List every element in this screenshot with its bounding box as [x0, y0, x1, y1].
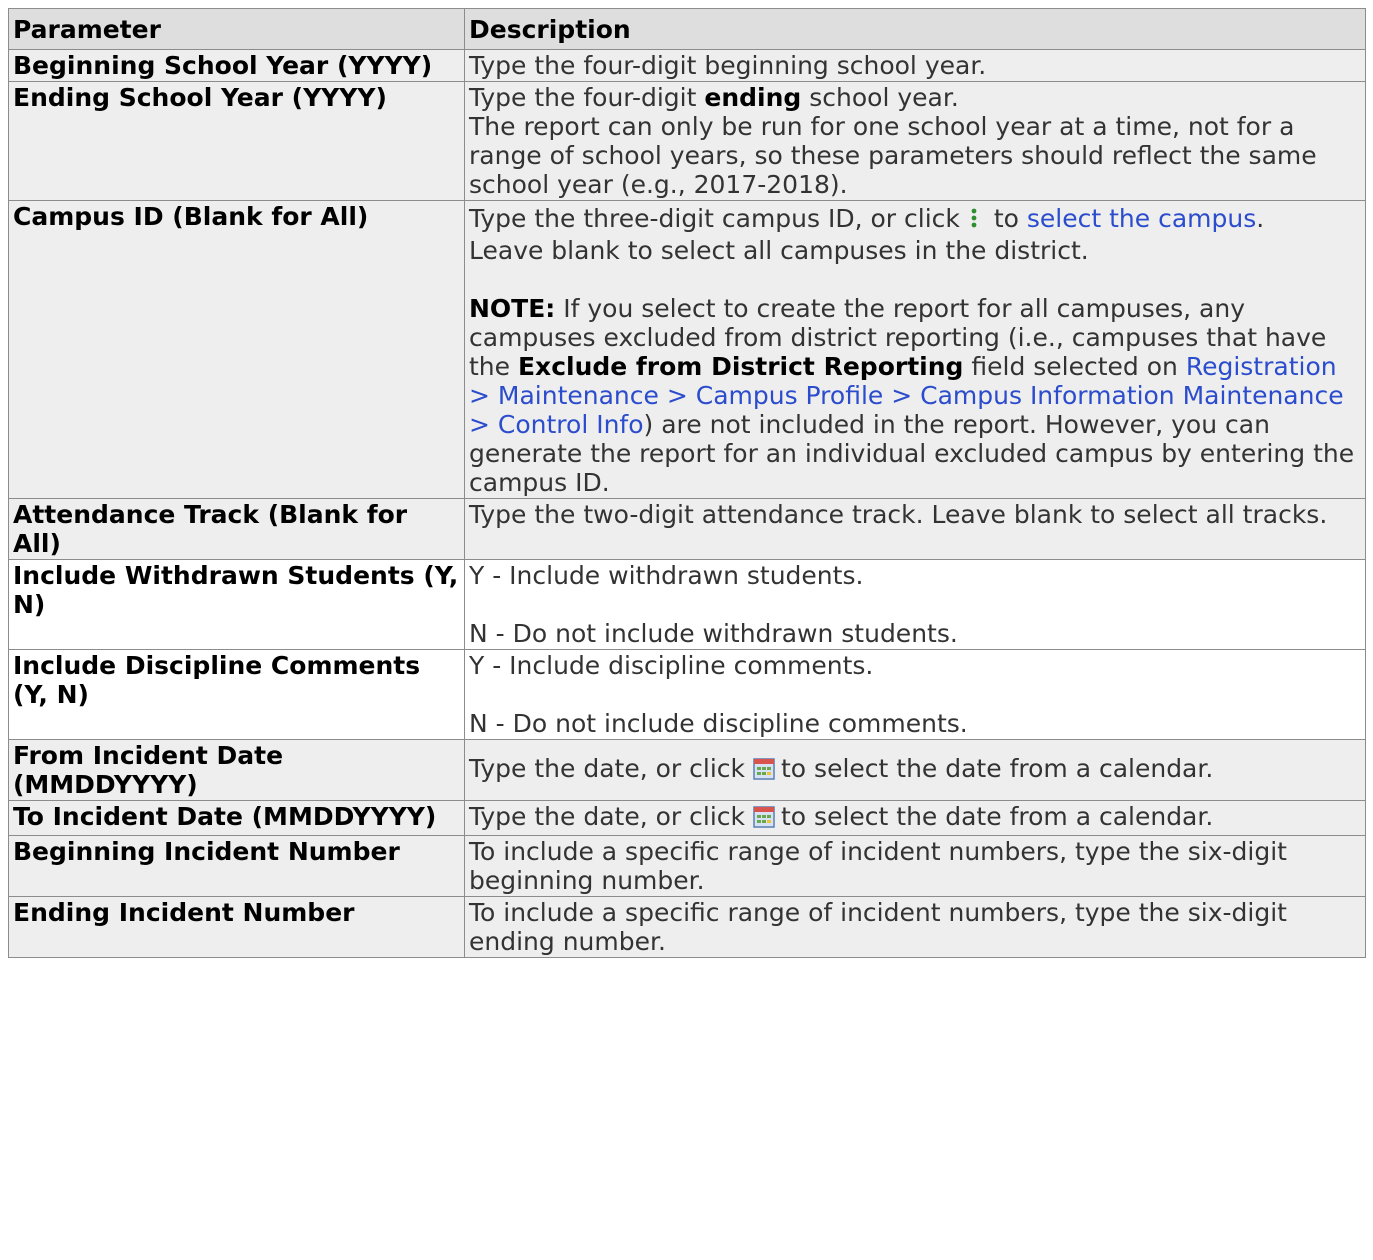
desc-text: N - Do not include withdrawn students.: [469, 619, 958, 648]
table-row: [9, 560, 1366, 650]
param-name: Beginning School Year (YYYY): [9, 50, 465, 82]
param-description: To include a specific range of incident numbers, type the six-digit beginning number.: [465, 836, 1366, 897]
table-row: [9, 801, 1366, 836]
table-row: [9, 499, 1366, 560]
param-description: Type the four-digit beginning school year.: [465, 50, 1366, 82]
header-description: Description: [465, 9, 1366, 50]
table-row: [9, 897, 1366, 958]
select-campus-link[interactable]: select the campus: [1026, 204, 1257, 233]
desc-text: school year.: [801, 83, 959, 112]
desc-text: The report can only be run for one school year at a time, not for a range of school years, so these parameters should reflect the same school year (e.g., 2017-2018).: [469, 112, 1317, 199]
vertical-dots-icon[interactable]: [968, 207, 980, 236]
desc-text: Y - Include withdrawn students.: [469, 561, 864, 590]
desc-text: N - Do not include discipline comments.: [469, 709, 968, 738]
param-name: Attendance Track (Blank for All): [9, 499, 465, 560]
param-name: Include Discipline Comments (Y, N): [9, 650, 465, 740]
table-row: [9, 82, 1366, 201]
desc-text: Type the date, or click: [469, 802, 745, 831]
param-name: Ending School Year (YYYY): [9, 82, 465, 201]
note-bold: Exclude from District Reporting: [517, 352, 964, 381]
param-name: Ending Incident Number: [9, 897, 465, 958]
table-header-row: [9, 9, 1366, 50]
param-name: To Incident Date (MMDDYYYY): [9, 801, 465, 836]
calendar-icon[interactable]: [753, 757, 775, 786]
desc-text: to select the date from a calendar.: [781, 754, 1214, 783]
param-description: [465, 82, 1366, 201]
param-description: To include a specific range of incident numbers, type the six-digit ending number.: [465, 897, 1366, 958]
parameters-table: [8, 8, 1366, 958]
table-row: [9, 650, 1366, 740]
table-row: [9, 201, 1366, 499]
param-description: [465, 740, 1366, 801]
note-text: If you select to create the report for all campuses, any campuses excluded from district reporting (i.e., campuses that have the: [469, 294, 1327, 381]
note-text: field selected on: [963, 352, 1186, 381]
param-description: [465, 650, 1366, 740]
table-row: [9, 740, 1366, 801]
note-text: ) are not included in the report. However, you can generate the report for an individual excluded campus by entering the campus ID.: [469, 410, 1355, 497]
note-paragraph: [469, 294, 1363, 497]
param-description: Type the two-digit attendance track. Leave blank to select all tracks.: [465, 499, 1366, 560]
param-description: [465, 560, 1366, 650]
table-row: [9, 50, 1366, 82]
control-info-link[interactable]: Registration > Maintenance > Campus Profile > Campus Information Maintenance > Control Info: [469, 352, 1344, 439]
desc-text: Leave blank to select all campuses in the district.: [469, 236, 1089, 265]
desc-text: to: [985, 204, 1027, 233]
param-name: Include Withdrawn Students (Y, N): [9, 560, 465, 650]
desc-text: Type the three-digit campus ID, or click: [469, 204, 960, 233]
desc-text: Type the date, or click: [469, 754, 745, 783]
param-name: Beginning Incident Number: [9, 836, 465, 897]
header-parameter: Parameter: [9, 9, 465, 50]
desc-text: .: [1256, 204, 1265, 233]
param-description: [465, 801, 1366, 836]
param-name: From Incident Date (MMDDYYYY): [9, 740, 465, 801]
calendar-icon[interactable]: [753, 805, 775, 834]
table-row: [9, 836, 1366, 897]
note-label: NOTE:: [469, 294, 556, 323]
desc-bold: ending: [704, 83, 802, 112]
param-description: [465, 201, 1366, 499]
desc-text: to select the date from a calendar.: [781, 802, 1214, 831]
param-name: Campus ID (Blank for All): [9, 201, 465, 499]
desc-text: Y - Include discipline comments.: [469, 651, 874, 680]
desc-text: Type the four-digit: [469, 83, 705, 112]
